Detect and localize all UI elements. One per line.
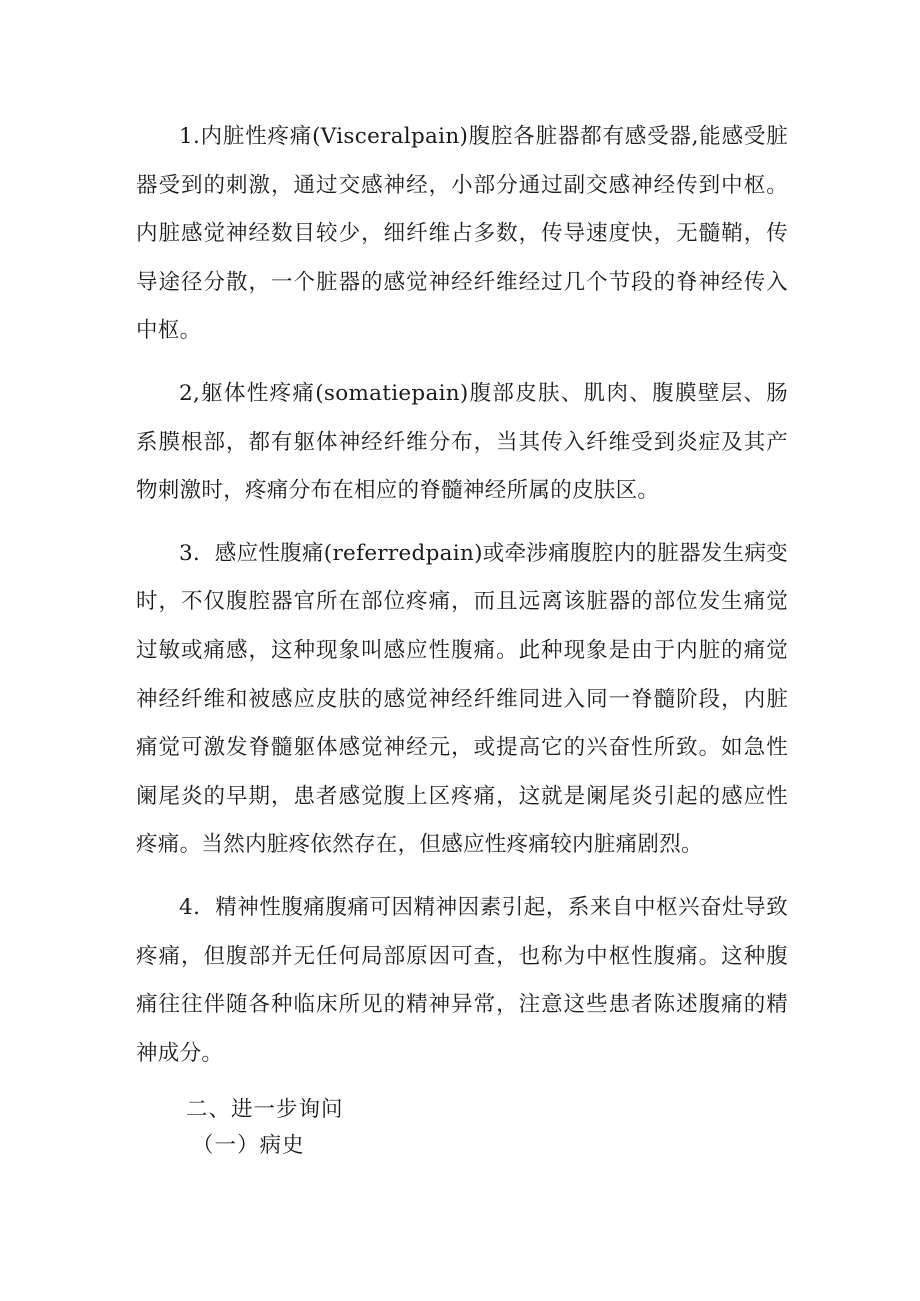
document-body [136, 113, 788, 1164]
paragraph-referred-pain: 3．感应性腹痛(referredpain)或牵涉痛腹腔内的脏器发生病变时，不仅腹腔器官所在部位疼痛，而且远离该脏器的部位发生痛觉过敏或痛感，这种现象叫感应性腹痛。此种现象是由于内脏的痛觉神经纤维和被感应皮肤的感觉神经纤维同进入同一脊髓阶段，内脏痛觉可激发脊髓躯体感觉神经元，或提高它的兴奋性所致。如急性阑尾炎的早期，患者感觉腹上区疼痛，这就是阑尾炎引起的感应性疼痛。当然内脏疼依然存在，但感应性疼痛较内脏痛剧烈。 [136, 540, 788, 858]
section-heading: 二、进一步询问 [186, 1097, 344, 1123]
paragraph-visceral-pain: 1.内脏性疼痛(Visceralpain)腹腔各脏器都有感受器,能感受脏器受到的刺激，通过交感神经，小部分通过副交感神经传到中枢。内脏感觉神经数目较少，细纤维占多数，传导速度快，无髓鞘，传导途径分散，一个脏器的感觉神经纤维经过几个节段的脊神经传入中枢。 [136, 124, 788, 344]
paragraph-psychogenic-pain: 4．精神性腹痛腹痛可因精神因素引起，系来自中枢兴奋灶导致疼痛，但腹部并无任何局部原因可查，也称为中枢性腹痛。这种腹痛往往伴随各种临床所见的精神异常，注意这些患者陈述腹痛的精神成分。 [136, 894, 788, 1066]
paragraph-somatic-pain: 2,躯体性疼痛(somatiepain)腹部皮肤、肌肉、腹膜壁层、肠系膜根部，都有躯体神经纤维分布，当其传入纤维受到炎症及其产物刺激时，疼痛分布在相应的脊髓神经所属的皮肤区。 [136, 380, 788, 504]
subsection-heading: （一）病史 [192, 1133, 305, 1159]
